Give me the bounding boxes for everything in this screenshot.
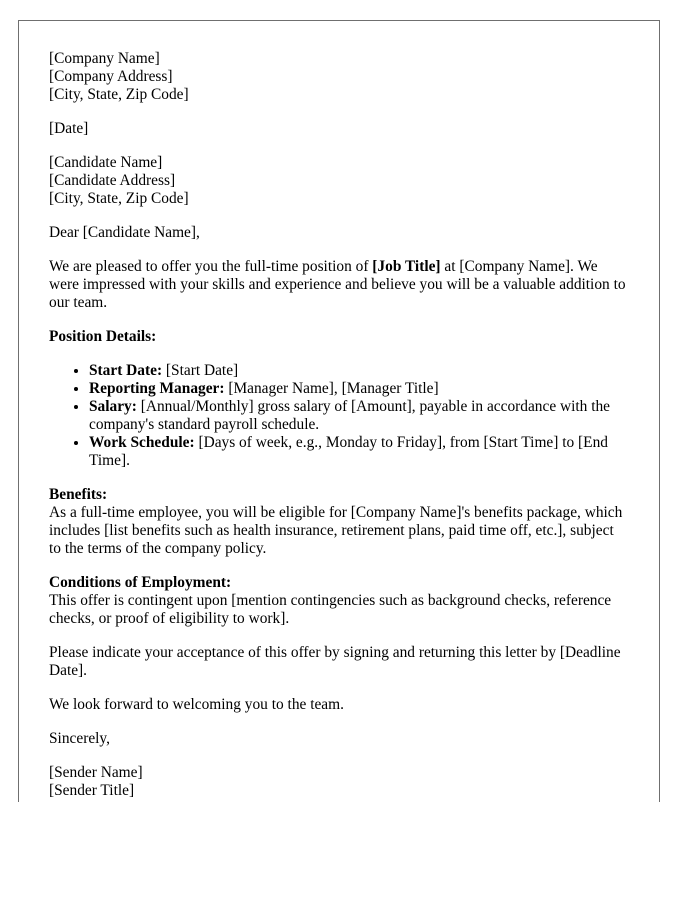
salary-value: [Annual/Monthly] gross salary of [Amount], payable in accordance with the company's standard payroll schedule. <box>89 398 611 433</box>
position-details-list <box>49 362 629 470</box>
conditions-section <box>49 574 629 628</box>
start-date-value: [Start Date] <box>162 362 239 379</box>
signature-block <box>49 764 629 800</box>
sender-company-name: [Company Name] <box>49 50 160 67</box>
letter-date: [Date] <box>49 120 89 137</box>
benefits-section <box>49 486 629 558</box>
benefits-heading: Benefits: <box>49 486 108 503</box>
sender-company-address: [Company Address] <box>49 68 173 85</box>
signoff: Sincerely, <box>49 730 110 747</box>
reporting-manager-value: [Manager Name], [Manager Title] <box>224 380 439 397</box>
recipient-name: [Candidate Name] <box>49 154 163 171</box>
salary-label: Salary: <box>89 398 137 415</box>
salutation: Dear [Candidate Name], <box>49 224 200 241</box>
acceptance-paragraph: Please indicate your acceptance of this offer by signing and returning this letter by [Deadline Date]. <box>49 644 621 679</box>
sender-title: [Sender Title] <box>49 782 135 799</box>
benefits-text: As a full-time employee, you will be eligible for [Company Name]'s benefits package, which includes [list benefits such as health insurance, retirement plans, paid time off, etc.], subject to the terms of the company policy. <box>49 504 623 557</box>
sender-name: [Sender Name] <box>49 764 143 781</box>
intro-text-end: at [Company Name]. We were impressed with your skills and experience and believe you will be a valuable addition to our team. <box>49 258 626 311</box>
work-schedule-value: [Days of week, e.g., Monday to Friday], from [Start Time] to [End Time]. <box>89 434 608 469</box>
recipient-city-state-zip: [City, State, Zip Code] <box>49 190 189 207</box>
reporting-manager-label: Reporting Manager: <box>89 380 225 397</box>
recipient-address-block <box>49 154 629 208</box>
list-item-work-schedule <box>89 434 629 470</box>
sender-city-state-zip: [City, State, Zip Code] <box>49 86 189 103</box>
list-item-reporting-manager <box>89 380 629 398</box>
recipient-address: [Candidate Address] <box>49 172 176 189</box>
closing-paragraph: We look forward to welcoming you to the team. <box>49 696 344 713</box>
start-date-label: Start Date: <box>89 362 163 379</box>
offer-letter <box>18 20 660 802</box>
intro-paragraph <box>49 258 629 312</box>
conditions-text: This offer is contingent upon [mention contingencies such as background checks, reference checks, or proof of eligibility to work]. <box>49 592 612 627</box>
list-item-salary <box>89 398 629 434</box>
intro-text-start: We are pleased to offer you the full-time position of <box>49 258 373 275</box>
list-item-start-date <box>89 362 629 380</box>
position-details-heading: Position Details: <box>49 328 157 345</box>
conditions-heading: Conditions of Employment: <box>49 574 232 591</box>
work-schedule-label: Work Schedule: <box>89 434 195 451</box>
sender-address-block <box>49 50 629 104</box>
job-title: [Job Title] <box>372 258 441 275</box>
